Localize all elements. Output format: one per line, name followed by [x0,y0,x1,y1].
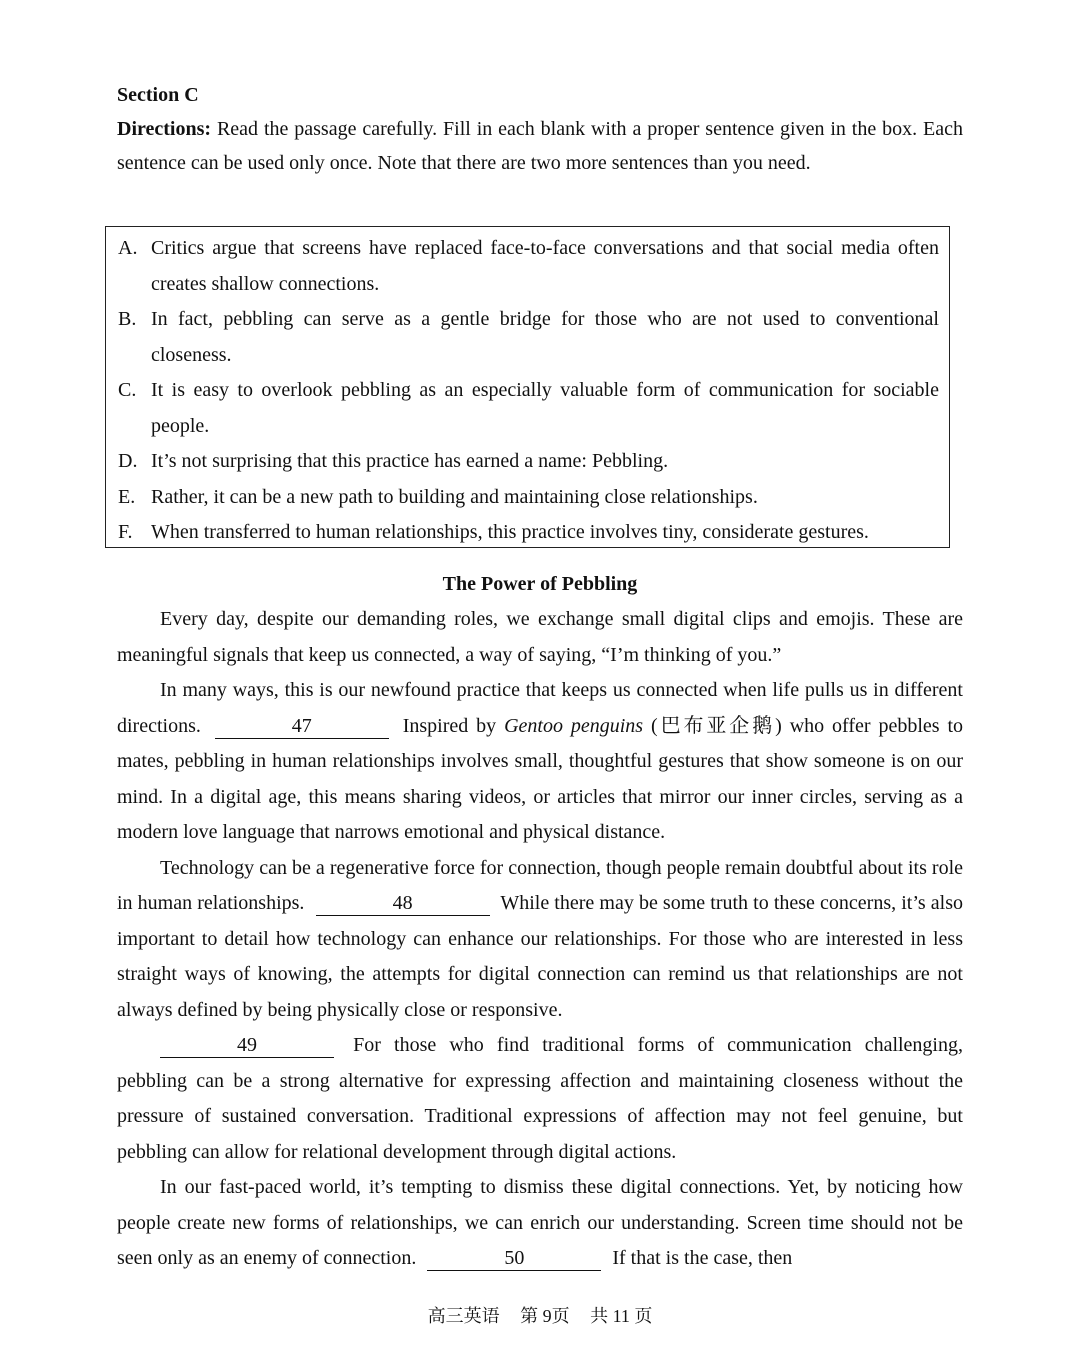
option-f [118,515,939,551]
directions-label: Directions: [117,118,212,140]
option-text: When transferred to human relationships, this practice involves tiny, considerate gestures. [151,521,869,543]
option-d [118,444,939,480]
option-letter: F. [118,521,133,543]
paragraph-4 [117,1028,963,1170]
options-box [105,226,950,548]
paragraph-5-text-b: If that is the case, then [612,1247,793,1269]
paragraph-5-text-a: In our fast-paced world, it’s tempting to dismiss these digital connections. Yet, by noticing how people create new forms of relationships, we can enrich our understanding. Screen time should not be seen only as an enemy of connection. [117,1176,963,1269]
option-b [118,302,939,373]
passage-title: The Power of Pebbling [442,573,638,595]
option-text: It is easy to overlook pebbling as an especially valuable form of communication for sociable people. [151,379,939,437]
option-letter: A. [118,237,138,259]
paragraph-3-text-a: Technology can be a regenerative force for connection, though people remain doubtful about its role in human relationships. [117,856,963,914]
paragraph-2-text-c: (巴布亚企鹅) who offer pebbles to mates, pebbling in human relationships involves small, thoughtful gestures that show someone is on our mind. In a digital age, this means sharing videos, or articles that mirror our inner circles, serving as a modern love language that narrows emotional and physical distance. [117,714,964,843]
paragraph-3 [117,851,963,1029]
option-text: Rather, it can be a new path to building and maintaining close relationships. [151,485,758,508]
option-letter: B. [118,308,137,330]
footer-total-pages: 共 11 页 [590,1306,653,1326]
page-footer [0,1303,1080,1329]
section-header [117,78,963,180]
paragraph-3-text-b: While there may be some truth to these concerns, it’s also important to detail how technology can enhance our relationships. For those who are interested in less straight ways of knowing, the attempts for digital connection can remind us that relationships are not always defined by being physically close or responsive. [117,892,964,1021]
option-c [118,373,939,444]
option-letter: D. [118,450,138,472]
option-e [118,480,939,516]
section-title: Section C [117,84,199,106]
blank-50[interactable]: 50 [427,1246,601,1271]
paragraph-1: Every day, despite our demanding roles, we exchange small digital clips and emojis. These are meaningful signals that keep us connected, a way of saying, “I’m thinking of you.” [117,608,963,666]
footer-subject: 高三英语 [427,1306,500,1326]
option-letter: C. [118,379,137,401]
directions [117,112,963,180]
option-text: In fact, pebbling can serve as a gentle bridge for those who are not used to conventional closeness. [151,308,939,366]
gentoo-penguins-italic: Gentoo penguins [504,714,644,737]
paragraph-4-text: For those who find traditional forms of communication challenging, pebbling can be a strong alternative for expressing affection and maintaining closeness without the pressure of sustained conversation. Traditional expressions of affection may not feel genuine, but pebbling can allow for relational development through digital actions. [117,1034,963,1163]
blank-47[interactable]: 47 [215,714,389,739]
option-letter: E. [118,485,136,508]
option-text: It’s not surprising that this practice has earned a name: Pebbling. [151,450,669,472]
directions-text: Read the passage carefully. Fill in each blank with a proper sentence given in the box. Each sentence can be used only once. Note that there are two more sentences than you need. [117,118,963,174]
paragraph-2-text-a: In many ways, this is our newfound practice that keeps us connected when life pulls us in different directions. [117,679,963,737]
blank-49[interactable]: 49 [160,1033,334,1058]
paragraph-5 [117,1170,963,1277]
option-a [118,231,939,302]
paragraph-2 [117,673,963,851]
blank-48[interactable]: 48 [316,891,490,916]
passage [117,566,963,1277]
footer-page-number: 第 9页 [520,1306,570,1326]
option-text: Critics argue that screens have replaced face-to-face conversations and that social media often creates shallow connections. [151,237,939,295]
paragraph-2-text-b: Inspired by [402,714,505,737]
